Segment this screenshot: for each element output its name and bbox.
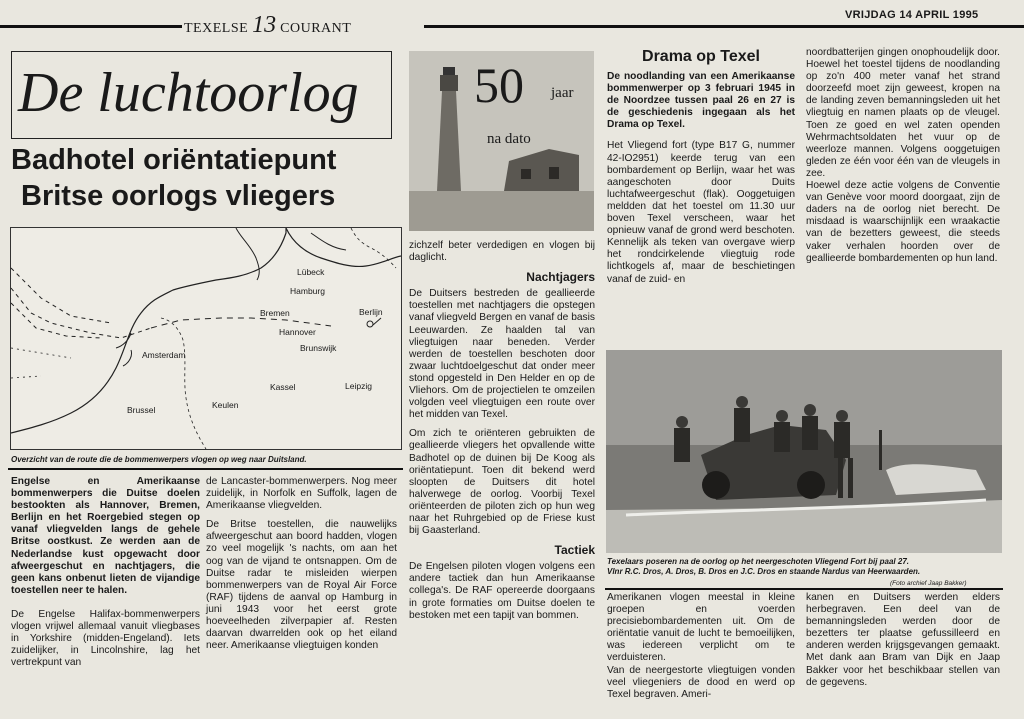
city-leipzig: Leipzig	[345, 381, 372, 391]
masthead	[184, 12, 424, 38]
badge-suffix: na dato	[487, 131, 531, 147]
photo-caption-line2: Vlnr R.C. Dros, A. Dros, B. Dros en J.C. Dros en staande Nardus van Heerwaarden.	[607, 567, 921, 576]
badge-unit: jaar	[551, 85, 574, 101]
column-5-bottom: kanen en Duitsers werden elders herbegraven. Een deel van de bemanningsleden werden door de bezetters ter plaatse gefussilleerd en anderen werden krijgsgevangen gemaakt. Met dank aan Bram van Dijk en Jaap Bakker voor het beschikbaar stellen van de gegevens.	[806, 592, 1000, 688]
badge-number: 50	[474, 57, 524, 113]
column-1-paragraph: De Engelse Halifax-bommenwerpers vlogen vrijwel allemaal vanuit vliegbases in Yorkshire (midden-Engeland). Iets zuidelijker, in Lincolnshire, lag het vertrekpunt van	[11, 608, 200, 669]
column-3-paragraph-1: De Duitsers bestreden de geallieerde toestellen met nachtjagers die opstegen vanaf vliegveld Bergen en vanaf de basis Leeuwarden. Ze haalden tal van vliegtuigen naar beneden. Verder werden de toestellen beschoten door zwaar luchtdoelgeschut dat onder meer stond opgesteld in Den Helder en op de Vliehors. Om de projectielen te omzeilen volgden veel vliegtuigen een route over het midden van Texel.	[409, 288, 595, 421]
article2-lead: De noodlanding van een Amerikaanse bommenwerper op 3 februari 1945 in de Noordzee tussen paal 26 en 27 is de geschiedenis ingegaan als het Drama op Texel.	[607, 71, 795, 131]
bomber-photo	[606, 350, 1002, 553]
photo-caption-rule	[605, 588, 1003, 590]
bomber-photo-illustration	[606, 350, 1002, 553]
map-svg	[11, 228, 401, 449]
city-brunswijk: Brunswijk	[300, 343, 337, 353]
column-2-paragraph-2: De Britse toestellen, die nauwelijks afweergeschut aan boord hadden, vlogen zo veel mogelijk 's nachts, om aan het oog van de vijand te ontsnappen. Om de Duitse radar te misleiden wierpen bommenwerpers van de Royal Air Force (RAF) tijdens de aanval op Hamburg in juni 1943 voor het eerst grote hoeveelheden zilverpapier af. Resten daarvan dwarrelden ook op het eiland neer. Amerikaanse vliegtuigen konden	[206, 519, 397, 652]
city-kassel: Kassel	[270, 382, 296, 392]
city-hannover: Hannover	[279, 327, 316, 337]
city-keulen: Keulen	[212, 400, 239, 410]
column-3-paragraph-3: De Engelsen piloten vlogen volgens een andere tactiek dan hun Amerikaanse collega's. De RAF opereerde doorgaans in grote formaties om Duitse doelen te bestoken met een tapijt van bommen.	[409, 561, 595, 621]
masthead-rule-left	[0, 25, 182, 28]
city-berlijn: Berlijn	[359, 307, 383, 317]
masthead-rule-right	[424, 25, 1024, 28]
column-3-paragraph-2: Om zich te oriënteren gebruikten de geallieerde vliegers het opvallende witte Badhotel op de duinen bij De Koog als oriëntatiepunt. Toen dit bekend werd sloopten de Duitsers dit hotel halverwege de oorlog. Voorbij Texel oriënteerden de piloten zich op hun weg naar het Ruhrgebied op de Friese kust bij Gaasterland.	[409, 428, 595, 537]
city-brussel: Brussel	[127, 405, 156, 415]
city-lubeck: Lübeck	[297, 267, 325, 277]
column-4-bottom: Amerikanen vlogen meestal in kleine groepen en voerden precisiebombardementen uit. Om de oriëntatie vanuit de lucht te bemoeilijken, was iedereen verplicht om te verduisteren. Van de neergestorte vliegtuigen vonden veel vliegeniers de dood en werd op Texel begraven. Ameri-	[607, 592, 795, 700]
map-caption-rule	[8, 468, 403, 470]
article2-paragraph-2: noordbatterijen gingen onophoudelijk door. Hoewel het toestel tijdens de noodlanding op zo'n 400 meter vanaf het strand doorzeefd moet zijn geweest, kropen na de landing zeven bemanningsleden uit het vliegtuig en namen plaats op de vleugel. Toen ze goed en wel zaten openden Wehrmachtsoldaten het vuur op de weerloze mannen. Volgens ooggetuigen gleden ze één voor één van de vleugels in zee.	[806, 47, 1000, 179]
route-map	[10, 227, 402, 450]
subheading-nachtjagers: Nachtjagers	[526, 270, 595, 285]
masthead-page: 13	[252, 12, 277, 38]
column-4	[607, 71, 795, 293]
photo-credit: (Foto archief Jaap Bakker)	[890, 580, 967, 587]
issue-date: VRIJDAG 14 APRIL 1995	[845, 9, 979, 21]
column-3-paragraph-0: zichzelf beter verdedigen en vlogen bij daglicht.	[409, 240, 595, 264]
column-2	[206, 476, 397, 659]
column-5	[806, 47, 1000, 272]
column-2-paragraph-1: de Lancaster-bommenwerpers. Nog meer zuidelijk, in Norfolk en Suffolk, lagen de Amerikaanse vliegvelden.	[206, 476, 397, 512]
kicker-box	[11, 51, 392, 139]
masthead-right: COURANT	[280, 21, 352, 36]
city-bremen: Bremen	[260, 308, 290, 318]
subheading-tactiek: Tactiek	[554, 543, 595, 558]
kicker: De luchtoorlog	[18, 62, 359, 124]
photo-caption-line1: Texelaars poseren na de oorlog op het neergeschoten Vliegend Fort bij paal 27.	[607, 557, 909, 566]
headline-line1: Badhotel oriëntatiepunt	[11, 144, 337, 176]
article1-lead: Engelse en Amerikaanse bommenwerpers die Duitse doelen bestookten als Hannover, Bremen, Berlijn en het Roergebied stegen op vanaf vliegvelden langs de gehele Britse oostkust. Ze werden aan de Nederlandse kust opgewacht door afweergeschut en nachtjagers, die geen kans onbenut lieten de vijandige toestellen neer te halen.	[11, 476, 200, 596]
column-3	[409, 240, 595, 629]
headline-line2: Britse oorlogs vliegers	[21, 180, 336, 212]
headline	[11, 142, 403, 214]
article2-paragraph-1: Het Vliegend fort (type B17 G, nummer 42-IO2951) keerde terug van een bombardement op Berlijn, waar het was aangeschoten door Duits luchtafweergeschut (flak). Ooggetuigen meldden dat het toestel om 11.30 uur boven Texel verscheen, waar het opnieuw vanaf de grond werd beschoten. Kennelijk als teken van overgave wierp het rondcirkelende vliegtuig rode lichtkogels af, maar de beschietingen vanaf de zuid- en	[607, 140, 795, 285]
map-caption: Overzicht van de route die de bommenwerpers vlogen op weg naar Duitsland.	[11, 455, 307, 464]
article2-paragraph-3: Hoewel deze actie volgens de Conventie van Genève voor moord doorgaat, zijn de daders na de oorlog niet berecht. De misdaad is waarschijnlijk een wraakactie van de bezetters geweest, die steeds vaker verhalen hoorden over de geallieerde bombardementen op hun land.	[806, 180, 1000, 264]
article2-headline: Drama op Texel	[642, 48, 760, 65]
city-hamburg: Hamburg	[290, 286, 325, 296]
photo-caption	[607, 557, 1002, 577]
lighthouse-photo	[409, 51, 594, 231]
masthead-left: TEXELSE	[184, 21, 249, 36]
city-amsterdam: Amsterdam	[142, 350, 186, 360]
column-1	[11, 476, 200, 676]
